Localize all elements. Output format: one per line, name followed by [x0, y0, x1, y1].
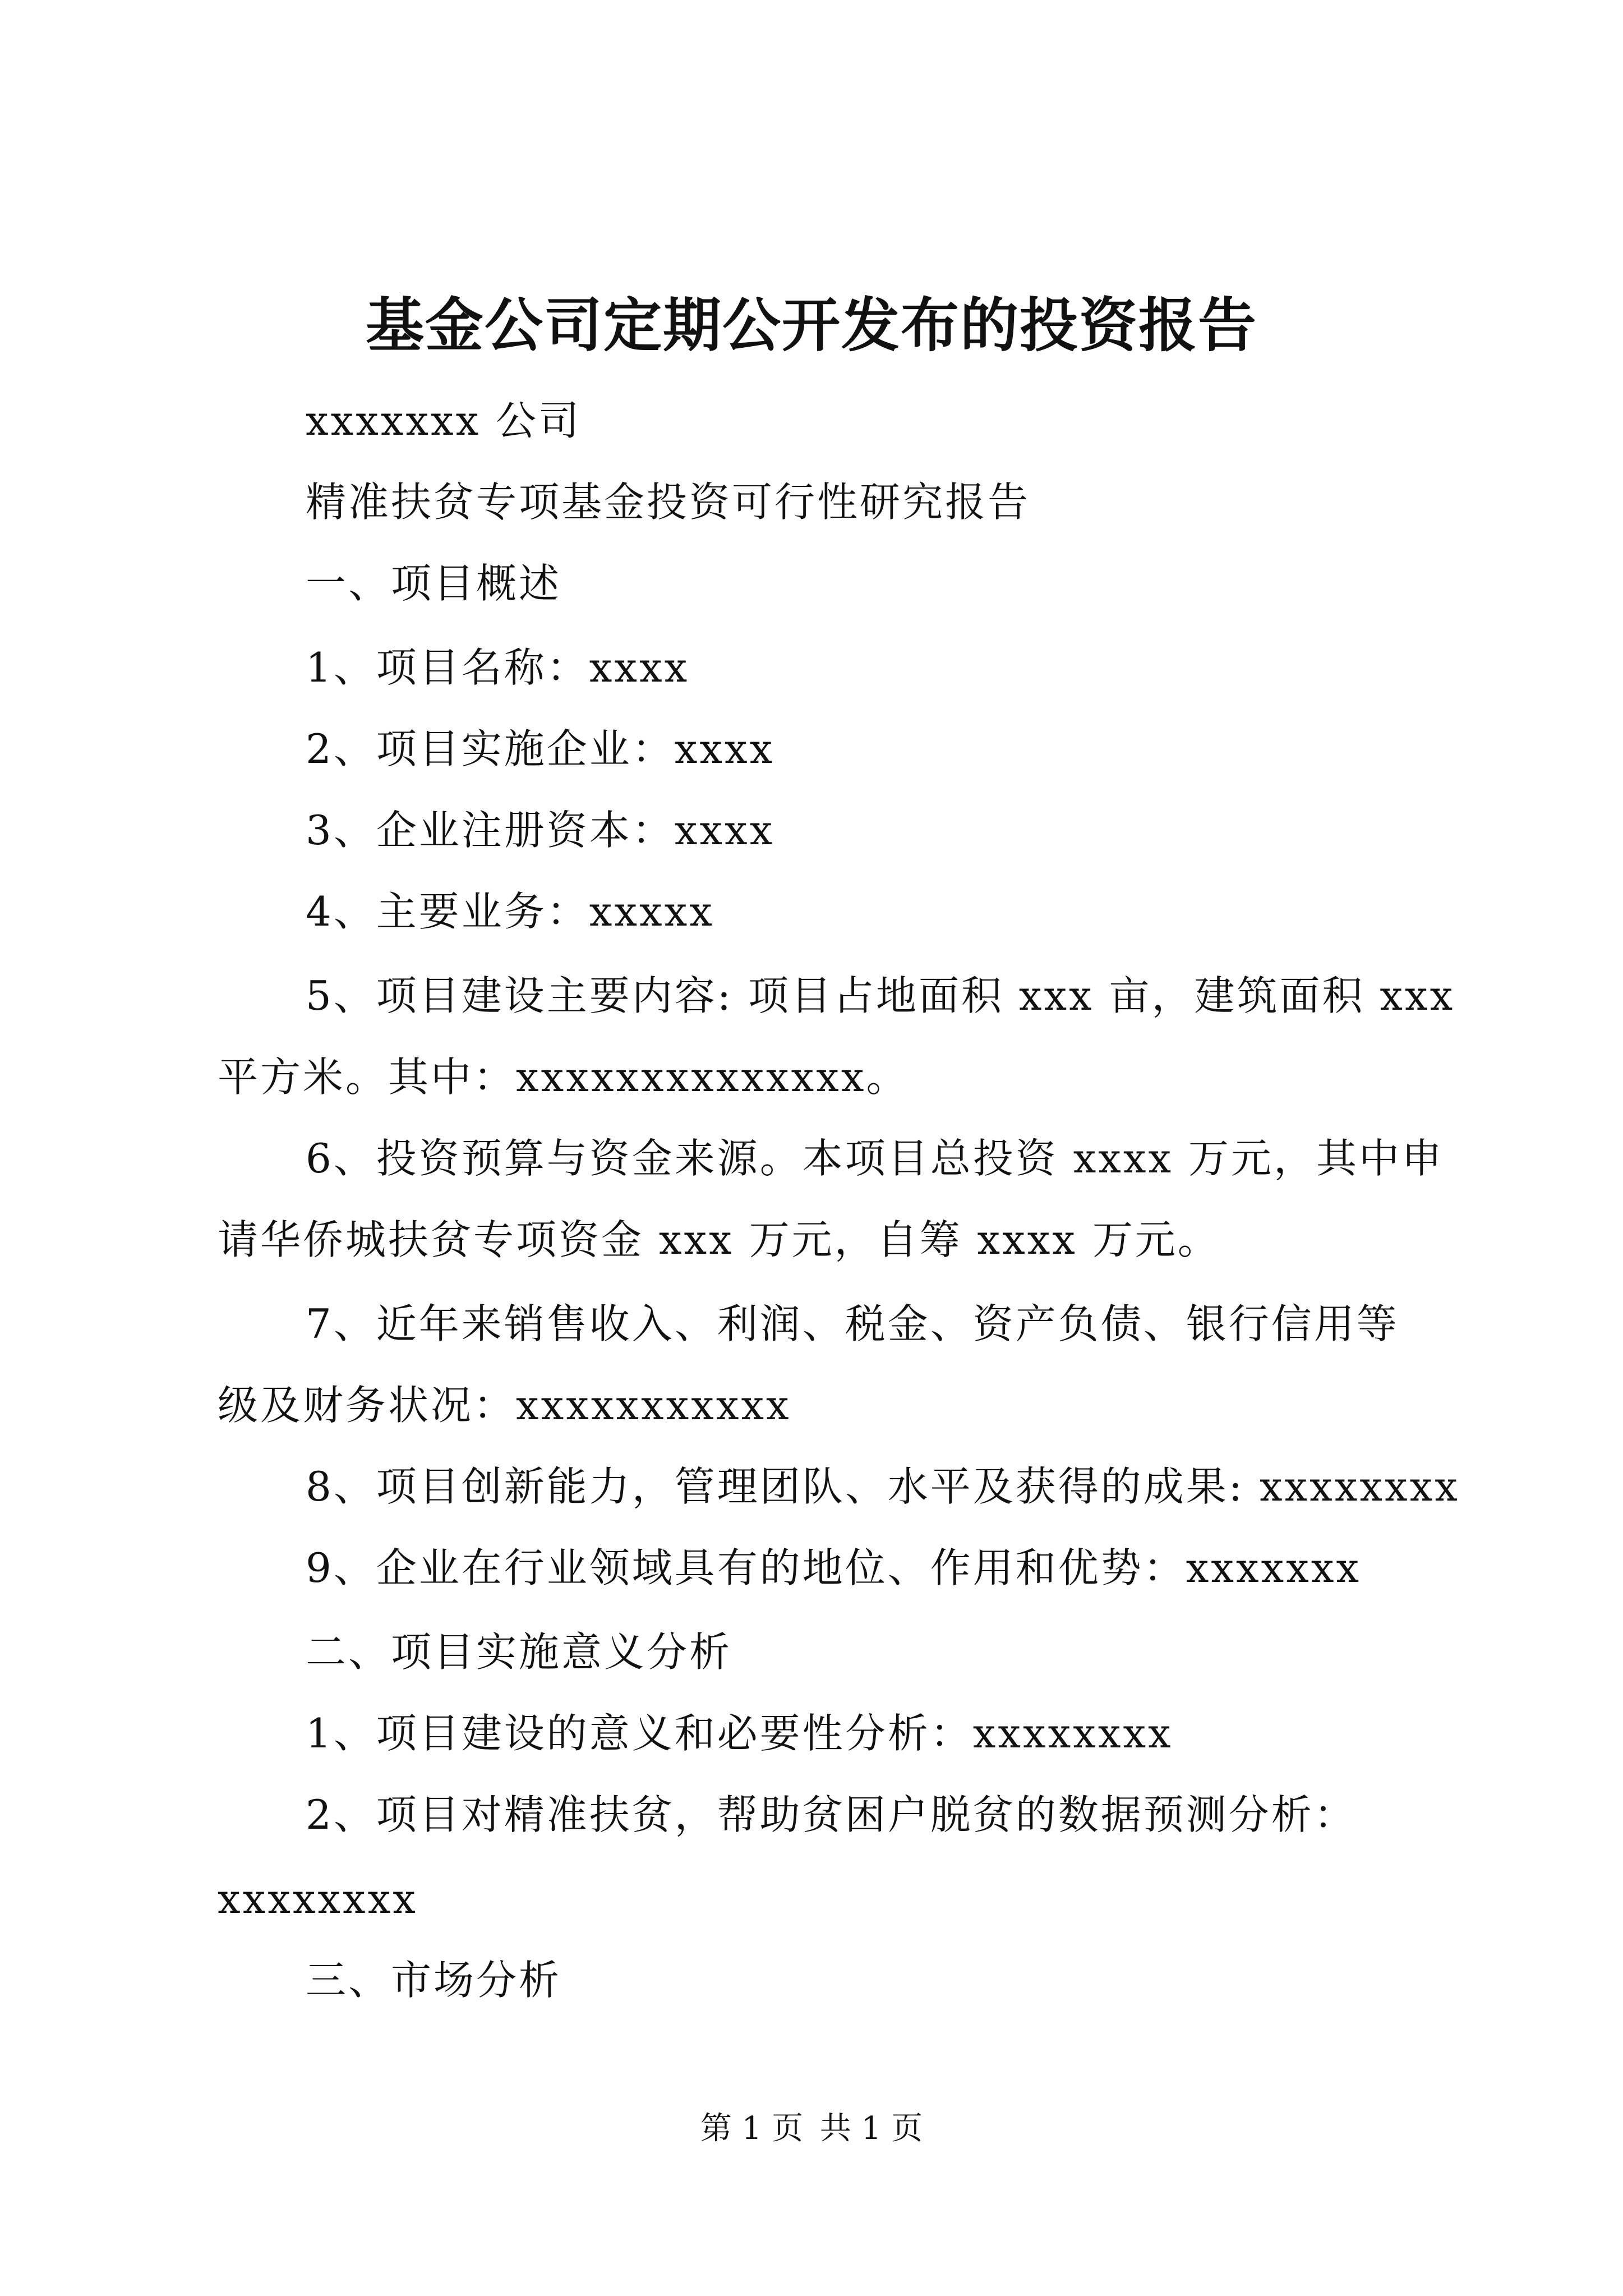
section-heading-3: 三、市场分析: [306, 1957, 562, 2004]
paragraph-line: 1、项目建设的意义和必要性分析：xxxxxxxx: [306, 1710, 1173, 1757]
page-number: 第 1 页: [700, 2110, 804, 2147]
paragraph-line: 级及财务状况：xxxxxxxxxxx: [218, 1382, 791, 1429]
report-subtitle-line: 精准扶贫专项基金投资可行性研究报告: [306, 478, 1031, 526]
paragraph-line: 6、投资预算与资金来源。本项目总投资 xxxx 万元，其中申: [306, 1135, 1445, 1182]
paragraph-line: 2、项目对精准扶贫，帮助贫困户脱贫的数据预测分析：: [306, 1791, 1357, 1838]
page-footer: [0, 2106, 1623, 2151]
paragraph-line: 9、企业在行业领域具有的地位、作用和优势：xxxxxxx: [306, 1544, 1362, 1591]
paragraph-line: 8、项目创新能力，管理团队、水平及获得的成果: xxxxxxxx: [306, 1463, 1460, 1510]
paragraph-line: 4、主要业务：xxxxx: [306, 888, 714, 935]
page-total: 共 1 页: [819, 2110, 923, 2147]
paragraph-line: 1、项目名称：xxxx: [306, 644, 690, 691]
document-title: 基金公司定期公开发布的投资报告: [365, 291, 1257, 360]
section-heading-1: 一、项目概述: [306, 560, 562, 607]
section-heading-2: 二、项目实施意义分析: [306, 1628, 732, 1676]
paragraph-line: 3、企业注册资本：xxxx: [306, 807, 775, 854]
paragraph-line: 平方米。其中：xxxxxxxxxxxxxx。: [218, 1053, 909, 1101]
paragraph-line: 7、近年来销售收入、利润、税金、资产负债、银行信用等: [306, 1300, 1399, 1347]
paragraph-line: 5、项目建设主要内容: 项目占地面积 xxx 亩，建筑面积 xxx: [306, 972, 1455, 1019]
company-name-line: xxxxxxx 公司: [306, 397, 582, 444]
paragraph-line: 请华侨城扶贫专项资金 xxx 万元，自筹 xxxx 万元。: [218, 1216, 1220, 1263]
paragraph-line: xxxxxxxx: [218, 1875, 418, 1922]
paragraph-line: 2、项目实施企业：xxxx: [306, 725, 775, 772]
